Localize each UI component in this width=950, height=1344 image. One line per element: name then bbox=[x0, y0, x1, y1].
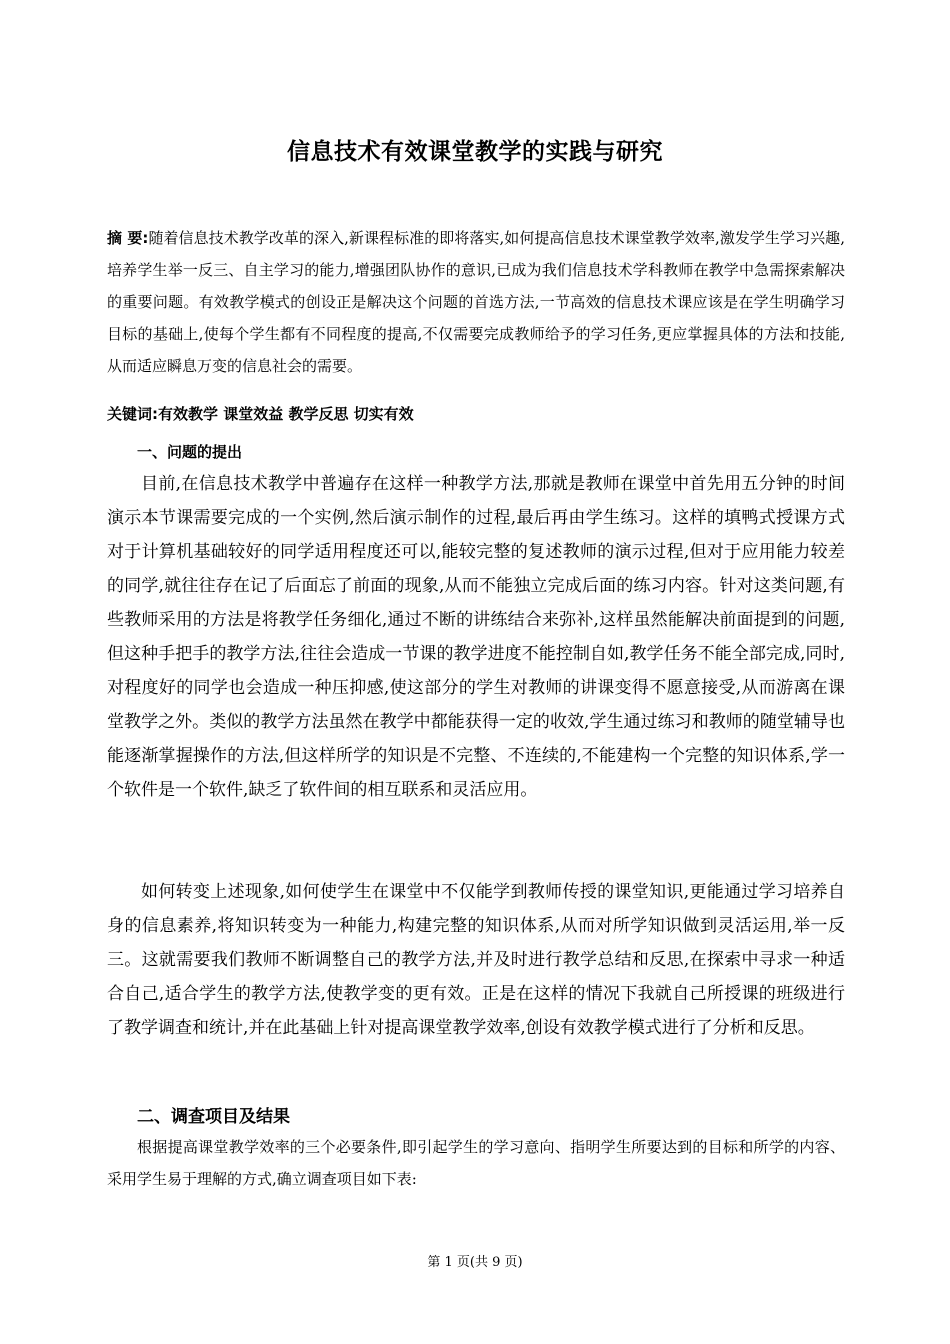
section-heading-2: 二、调查项目及结果 bbox=[137, 1107, 290, 1127]
page-footer: 第 1 页(共 9 页) bbox=[427, 1255, 523, 1270]
section-heading-1: 一、问题的提出 bbox=[137, 443, 243, 461]
body-paragraph: 如何转变上述现象,如何使学生在课堂中不仅能学到教师传授的课堂知识,更能通过学习培养自身的信息素养,将知识转变为一种能力,构建完整的知识体系,从而对所学知识做到灵活运用,举一反三。这就需要我们教师不断调整自己的教学方法,并及时进行教学总结和反思,在探索中寻求一种适合自己,适合学生的教学方法,使教学变的更有效。正是在这样的情况下我就自己所授课的班级进行了教学调查和统计,并在此基础上针对提高课堂教学效率,创设有效教学模式进行了分析和反思。 bbox=[107, 882, 845, 1038]
document-title: 信息技术有效课堂教学的实践与研究 bbox=[287, 139, 663, 165]
abstract bbox=[107, 222, 845, 382]
abstract-label: 摘 要: bbox=[107, 229, 149, 247]
abstract-text: 随着信息技术教学改革的深入,新课程标准的即将落实,如何提高信息技术课堂教学效率,激发学生学习兴趣,培养学生举一反三、自主学习的能力,增强团队协作的意识,已成为我们信息技术学科教师在教学中急需探索解决的重要问题。有效教学模式的创设正是解决这个问题的首选方法,一节高效的信息技术课应该是在学生明确学习目标的基础上,使每个学生都有不同程度的提高,不仅需要完成教师给予的学习任务,更应掌握具体的方法和技能,从而适应瞬息万变的信息社会的需要。 bbox=[107, 229, 846, 375]
body-paragraph: 根据提高课堂教学效率的三个必要条件,即引起学生的学习意向、指明学生所要达到的目标和所学的内容、采用学生易于理解的方式,确立调查项目如下表: bbox=[107, 1138, 845, 1188]
body-paragraph: 目前,在信息技术教学中普遍存在这样一种教学方法,那就是教师在课堂中首先用五分钟的时间演示本节课需要完成的一个实例,然后演示制作的过程,最后再由学生练习。这样的填鸭式授课方式对于计算机基础较好的同学适用程度还可以,能较完整的复述教师的演示过程,但对于应用能力较差的同学,就往往存在记了后面忘了前面的现象,从而不能独立完成后面的练习内容。针对这类问题,有些教师采用的方法是将教学任务细化,通过不断的讲练结合来弥补,这样虽然能解决前面提到的问题,但这种手把手的教学方法,往往会造成一节课的教学进度不能控制自如,教学任务不能全部完成,同时,对程度好的同学也会造成一种压抑感,使这部分的学生对教师的讲课变得不愿意接受,从而游离在课堂教学之外。类似的教学方法虽然在教学中都能获得一定的收效,学生通过练习和教师的随堂辅导也能逐渐掌握操作的方法,但这样所学的知识是不完整、不连续的,不能建构一个完整的知识体系,学一个软件是一个软件,缺乏了软件间的相互联系和灵活应用。 bbox=[107, 474, 845, 800]
keywords: 关键词:有效教学 课堂效益 教学反思 切实有效 bbox=[107, 405, 414, 423]
